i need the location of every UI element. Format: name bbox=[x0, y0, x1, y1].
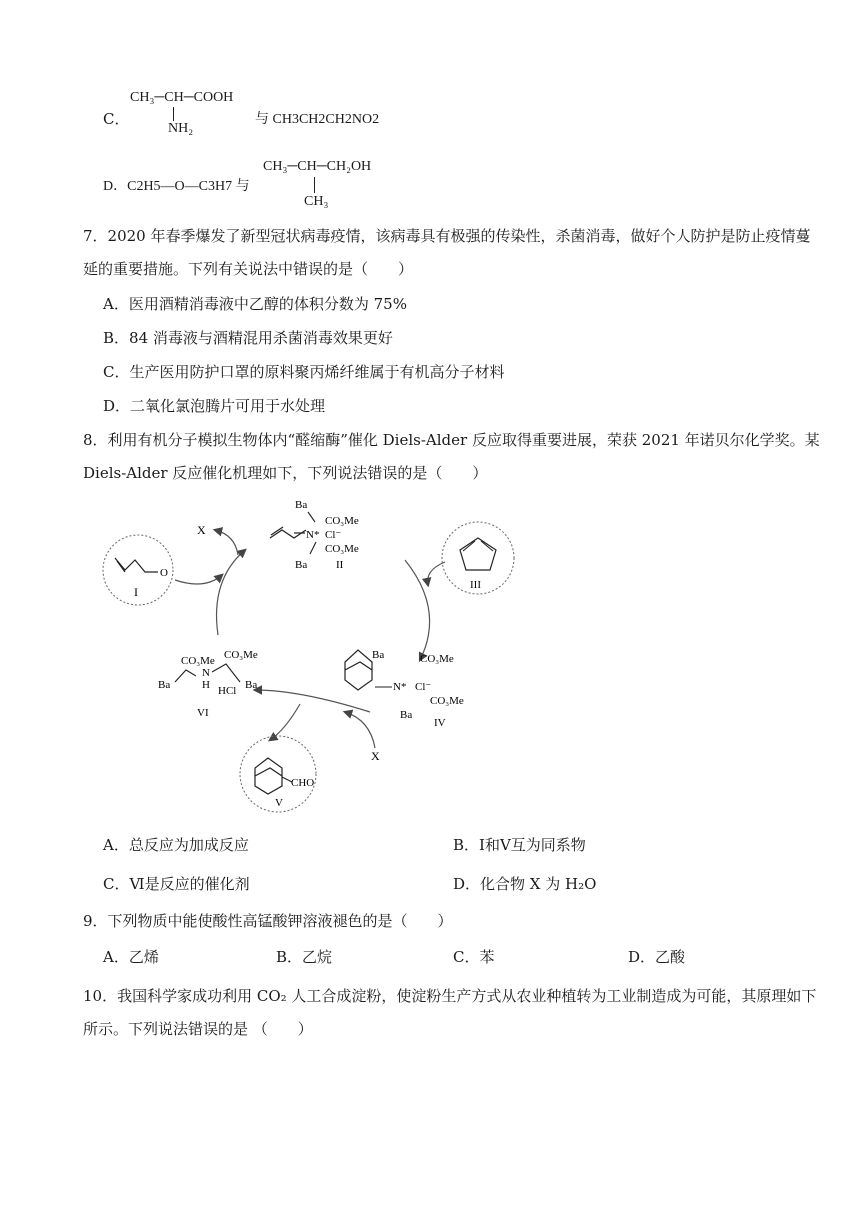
compound-II-label: II bbox=[336, 559, 344, 571]
arrow-X-in bbox=[345, 712, 375, 748]
compound-VI-N: N bbox=[202, 667, 210, 679]
compound-IV-ester-bottom: CO₃Me bbox=[430, 695, 464, 707]
q6-option-c-structure-sub: NH₂ bbox=[168, 121, 194, 136]
q8-catalytic-cycle-diagram bbox=[0, 490, 860, 830]
compound-IV-Ba-bottom: Ba bbox=[400, 709, 413, 721]
q7-option-b: B．84 消毒液与酒精混用杀菌消毒效果更好 bbox=[103, 329, 393, 347]
compound-IV-Ba-top: Ba bbox=[372, 649, 385, 661]
X-top-label: X bbox=[197, 523, 206, 537]
compound-II-Ba-bottom: Ba bbox=[295, 559, 308, 571]
compound-IV-Cl: Cl⁻ bbox=[415, 681, 432, 693]
q6-option-c bbox=[103, 90, 403, 140]
compound-V-label: V bbox=[275, 797, 283, 809]
compound-II-N: N* bbox=[306, 529, 320, 541]
arrow-I-in bbox=[175, 575, 222, 584]
compound-I-structure bbox=[115, 558, 158, 572]
q6-option-d-structure-bond bbox=[314, 177, 315, 193]
compound-VI-label: VI bbox=[197, 707, 209, 719]
compound-II-Cl: Cl⁻ bbox=[325, 529, 342, 541]
q8-option-c: C．Ⅵ是反应的催化剂 bbox=[103, 875, 250, 893]
compound-II-Ba-top: Ba bbox=[295, 499, 308, 511]
q8-option-a: A．总反应为加成反应 bbox=[103, 836, 249, 854]
q6-option-d-structure-sub: CH₃ bbox=[304, 194, 329, 209]
compound-VI-ester-right: CO₃Me bbox=[224, 649, 258, 661]
compound-VI-Ba-right: Ba bbox=[245, 679, 258, 691]
q6-option-d-left: D．C2H5—O—C3H7 与 bbox=[103, 179, 250, 194]
compound-IV-label: IV bbox=[434, 717, 446, 729]
q9-option-d: D．乙酸 bbox=[628, 948, 686, 966]
compound-IV-ester-top: CO₃Me bbox=[420, 653, 454, 665]
q6-option-d-structure-top: CH₃─CH─CH₂OH bbox=[263, 159, 372, 174]
compound-V-CHO: CHO bbox=[291, 777, 315, 789]
compound-III-label: III bbox=[470, 579, 481, 591]
compound-I-label: I bbox=[134, 585, 138, 599]
q9-option-a: A．乙烯 bbox=[103, 948, 159, 966]
q7-option-d: D．二氧化氯泡腾片可用于水处理 bbox=[103, 397, 326, 415]
cycle-arc-bottom bbox=[255, 690, 370, 712]
compound-II-chain bbox=[270, 530, 306, 538]
q8-option-b: B．Ⅰ和Ⅴ互为同系物 bbox=[453, 836, 586, 854]
compound-VI-ester-left: CO₃Me bbox=[181, 655, 215, 667]
q6-option-c-letter: C． bbox=[103, 110, 130, 128]
compound-V-bicycle bbox=[255, 758, 282, 794]
compound-I-oxygen: O bbox=[160, 567, 168, 579]
q6-option-d bbox=[103, 158, 443, 218]
q7-option-a: A．医用酒精消毒液中乙醇的体积分数为 75% bbox=[103, 295, 407, 313]
q8-option-d: D．化合物 X 为 H₂O bbox=[453, 875, 597, 893]
arrow-V-out bbox=[270, 704, 300, 740]
compound-IV-N: N* bbox=[393, 681, 407, 693]
compound-VI-HCl: HCl bbox=[218, 685, 237, 697]
q6-option-c-structure-bond bbox=[173, 107, 174, 121]
cycle-arc-left bbox=[217, 550, 245, 635]
compound-III-ring bbox=[460, 538, 496, 570]
cycle-arc-right bbox=[405, 560, 430, 660]
compound-II-ester-top: CO₃Me bbox=[325, 515, 359, 527]
compound-VI-Ba-left: Ba bbox=[158, 679, 171, 691]
q7-stem: 7．2020 年春季爆发了新型冠状病毒疫情，该病毒具有极强的传染性，杀菌消毒，做好个人防护是防止疫情蔓延的重要措施。下列有关说法中错误的是（ ） bbox=[83, 227, 811, 278]
q9-option-c: C．苯 bbox=[453, 948, 495, 966]
q7-option-c: C．生产医用防护口罩的原料聚丙烯纤维属于有机高分子材料 bbox=[103, 363, 505, 381]
compound-VI-H: H bbox=[202, 679, 210, 691]
compound-II-ester-bottom: CO₃Me bbox=[325, 543, 359, 555]
X-bottom-label: X bbox=[371, 749, 380, 763]
q9-option-b: B．乙烷 bbox=[276, 948, 333, 966]
arrow-X-out bbox=[215, 530, 238, 555]
q10-stem: 10．我国科学家成功利用 CO₂ 人工合成淀粉，使淀粉生产方式从农业种植转为工业制造成为可能，其原理如下所示。下列说法错误的是 （ ） bbox=[83, 987, 817, 1038]
q9-stem: 9．下列物质中能使酸性高锰酸钾溶液褪色的是（ ） bbox=[83, 912, 453, 930]
q6-option-c-connector: 与 CH3CH2CH2NO2 bbox=[255, 112, 380, 127]
compound-IV-bicycle bbox=[345, 650, 372, 690]
q8-stem: 8．利用有机分子模拟生物体内“醛缩酶”催化 Diels-Alder 反应取得重要进展，荣获 2021 年诺贝尔化学奖。某 Diels-Alder 反应催化机理如下，下列说法错误的是（ ） bbox=[83, 431, 820, 482]
q6-option-c-structure-top: CH₃─CH─COOH bbox=[130, 90, 234, 105]
